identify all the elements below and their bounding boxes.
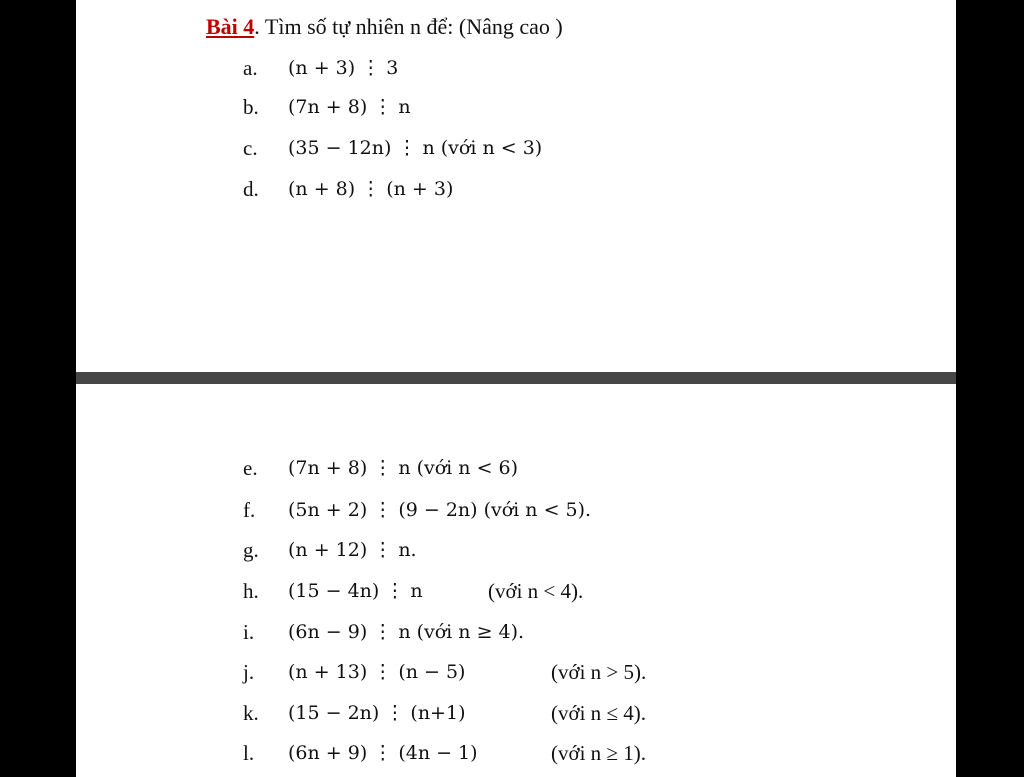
exercise-number: Bài 4 — [206, 14, 255, 39]
item-label: i. — [243, 620, 255, 644]
item-label: b. — [243, 95, 259, 119]
item-label: k. — [243, 701, 259, 725]
exercise-instruction: . Tìm số tự nhiên n để: (Nâng cao ) — [254, 14, 563, 39]
item-condition: (với n ≥ 1). — [551, 741, 646, 765]
item-expression: (6n − 9) ⋮ n (với n ≥ 4). — [288, 621, 525, 643]
item-expression: (n + 12) ⋮ n. — [288, 539, 417, 561]
item-label: f. — [243, 498, 256, 522]
item-label: l. — [243, 741, 255, 765]
item-label: h. — [243, 579, 259, 603]
item-label: e. — [243, 456, 258, 480]
item-label: g. — [243, 538, 259, 562]
item-expression: (n + 8) ⋮ (n + 3) — [288, 178, 454, 200]
item-condition: (với n ≤ 4). — [551, 701, 646, 725]
item-label: a. — [243, 56, 258, 80]
item-label: c. — [243, 136, 258, 160]
item-condition: (với n > 5). — [551, 660, 647, 684]
document-page-1 — [76, 0, 956, 372]
item-condition: (với n < 4). — [488, 579, 584, 603]
item-expression: (6n + 9) ⋮ (4n − 1) — [288, 742, 478, 764]
item-label: j. — [243, 660, 255, 684]
item-label: d. — [243, 177, 259, 201]
item-expression: (15 − 2n) ⋮ (n+1) — [288, 702, 466, 724]
item-expression: (7n + 8) ⋮ n — [288, 96, 411, 118]
item-expression: (7n + 8) ⋮ n (với n < 6) — [288, 457, 519, 479]
document-page-2 — [76, 384, 956, 777]
item-expression: (5n + 2) ⋮ (9 − 2n) (với n < 5). — [288, 499, 592, 521]
item-expression: (35 − 12n) ⋮ n (với n < 3) — [288, 137, 543, 159]
page-divider — [76, 372, 956, 384]
item-expression: (15 − 4n) ⋮ n — [288, 580, 423, 602]
item-expression: (n + 13) ⋮ (n − 5) — [288, 661, 466, 683]
item-expression: (n + 3) ⋮ 3 — [288, 57, 399, 79]
exercise-title — [206, 14, 563, 40]
